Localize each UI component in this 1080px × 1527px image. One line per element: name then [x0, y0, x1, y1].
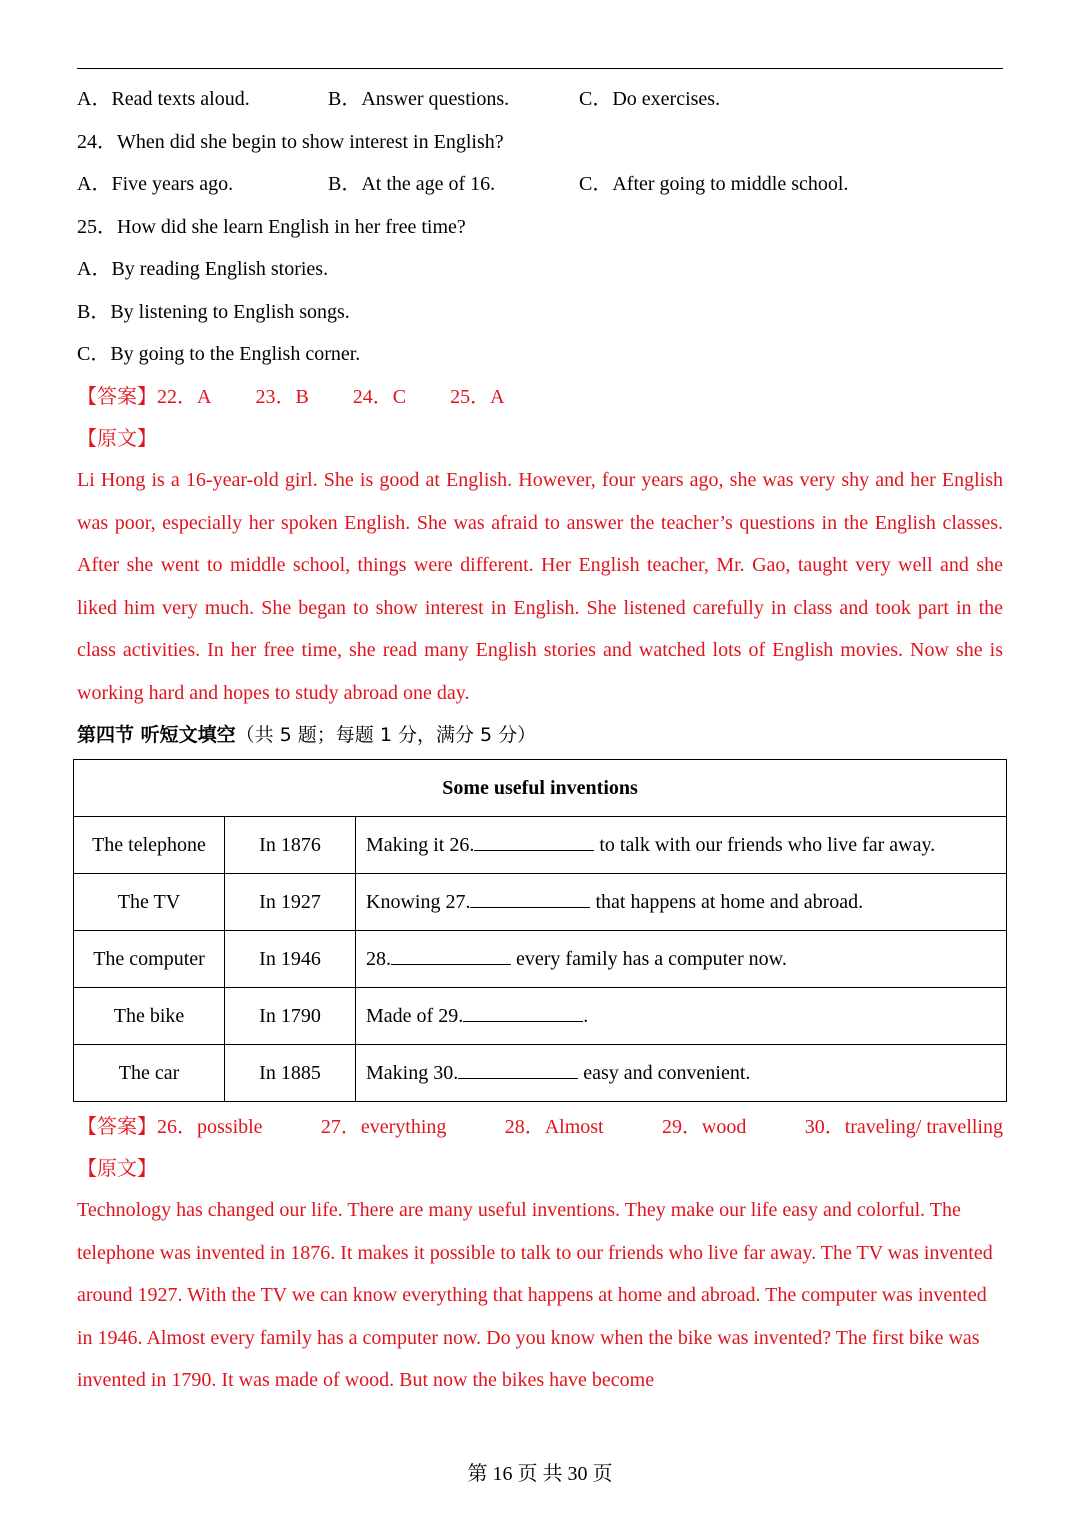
invention-note: [356, 874, 1007, 931]
q25-question: 25．How did she learn English in her free time?: [77, 216, 466, 238]
answer-item: 25．A: [450, 386, 505, 408]
invention-name: The bike: [74, 988, 225, 1045]
listening-transcript-1: Li Hong is a 16-year-old girl. She is good at English. However, four years ago, she was very shy and her English was poor, especially her spoken English. She was afraid to answer the teacher’s questions in the English classes. After she went to middle school, things were different. Her English teacher, Mr. Gao, taught very well and she liked him very much. She began to show interest in English. She listened carefully in class and took part in the class activities. In her free time, she read many English stories and watched lots of English movies. Now she is working hard and hopes to study abroad one day.: [77, 469, 1003, 704]
note-suffix: every family has a computer now.: [511, 947, 787, 970]
answer-line-1: [77, 385, 505, 409]
source-label: 【原文】: [77, 428, 157, 450]
invention-name: The TV: [74, 874, 225, 931]
answer-item: 24．C: [352, 386, 407, 408]
header-rule: [77, 68, 1003, 69]
answer-label: 【答案】: [77, 1116, 157, 1138]
note-suffix: that happens at home and abroad.: [590, 890, 864, 913]
q23-option-b: B．Answer questions.: [328, 88, 510, 110]
note-prefix: Making it 26.: [366, 833, 475, 856]
page-number: 第 16 页 共 30 页: [467, 1463, 613, 1485]
answer-item: 27．everything: [320, 1116, 447, 1138]
invention-name: The car: [74, 1045, 225, 1102]
q25-option-b: B．By listening to English songs.: [77, 301, 350, 323]
section-4-heading: [77, 722, 536, 748]
invention-note: [356, 1045, 1007, 1102]
answer-blank: [391, 948, 511, 965]
note-prefix: 28.: [366, 947, 391, 970]
invention-year: In 1927: [225, 874, 356, 931]
table-row: [74, 817, 1007, 874]
answer-item: 23．B: [255, 386, 309, 408]
invention-year: In 1885: [225, 1045, 356, 1102]
q25-option-c: C．By going to the English corner.: [77, 343, 361, 365]
q24-option-b: B．At the age of 16.: [328, 173, 496, 195]
q24-question: 24．When did she begin to show interest in English?: [77, 131, 504, 153]
invention-year: In 1946: [225, 931, 356, 988]
listening-transcript-2: Technology has changed our life. There are many useful inventions. They make our life easy and colorful. The telephone was invented in 1876. It makes it possible to talk to our friends who live far away. The TV was invented around 1927. With the TV we can know everything that happens at home and abroad. The computer was invented in 1946. Almost every family has a computer now. Do you know when the bike was invented? The first bike was invented in 1790. It was made of wood. But now the bikes have become: [77, 1199, 993, 1391]
table-row: [74, 1045, 1007, 1102]
note-prefix: Knowing 27.: [366, 890, 471, 913]
note-suffix: to talk with our friends who live far away.: [594, 833, 936, 856]
q25-option-a: A．By reading English stories.: [77, 258, 329, 280]
answer-label: 【答案】: [77, 386, 157, 408]
answer-blank: [474, 834, 594, 851]
invention-note: [356, 931, 1007, 988]
table-row: [74, 874, 1007, 931]
answer-item: 26．possible: [157, 1116, 263, 1138]
answer-item: 29．wood: [661, 1116, 747, 1138]
q23-option-a: A．Read texts aloud.: [77, 88, 250, 110]
answer-line-2: [77, 1115, 1003, 1139]
note-prefix: Made of 29.: [366, 1004, 464, 1027]
inventions-table: [73, 759, 1007, 1102]
q24-option-a: A．Five years ago.: [77, 173, 234, 195]
q24-option-c: C．After going to middle school.: [579, 173, 849, 195]
invention-note: [356, 817, 1007, 874]
answer-item: 28．Almost: [504, 1116, 604, 1138]
q23-option-c: C．Do exercises.: [579, 88, 721, 110]
invention-year: In 1790: [225, 988, 356, 1045]
answer-item: 22．A: [157, 386, 212, 408]
invention-note: [356, 988, 1007, 1045]
note-suffix: .: [583, 1004, 589, 1027]
answer-blank: [458, 1062, 578, 1079]
invention-name: The telephone: [74, 817, 225, 874]
answer-blank: [470, 891, 590, 908]
section-note: （共 5 题；每题 1 分，满分 5 分）: [235, 724, 537, 746]
note-suffix: easy and convenient.: [578, 1061, 751, 1084]
invention-name: The computer: [74, 931, 225, 988]
table-title: Some useful inventions: [74, 760, 1007, 817]
invention-year: In 1876: [225, 817, 356, 874]
table-row: [74, 931, 1007, 988]
table-header-row: [74, 760, 1007, 817]
answer-blank: [463, 1005, 583, 1022]
section-title: 第四节 听短文填空: [77, 724, 236, 746]
answer-item: 30．traveling/ travelling: [804, 1116, 1003, 1138]
table-row: [74, 988, 1007, 1045]
source-label: 【原文】: [77, 1158, 157, 1180]
note-prefix: Making 30.: [366, 1061, 459, 1084]
